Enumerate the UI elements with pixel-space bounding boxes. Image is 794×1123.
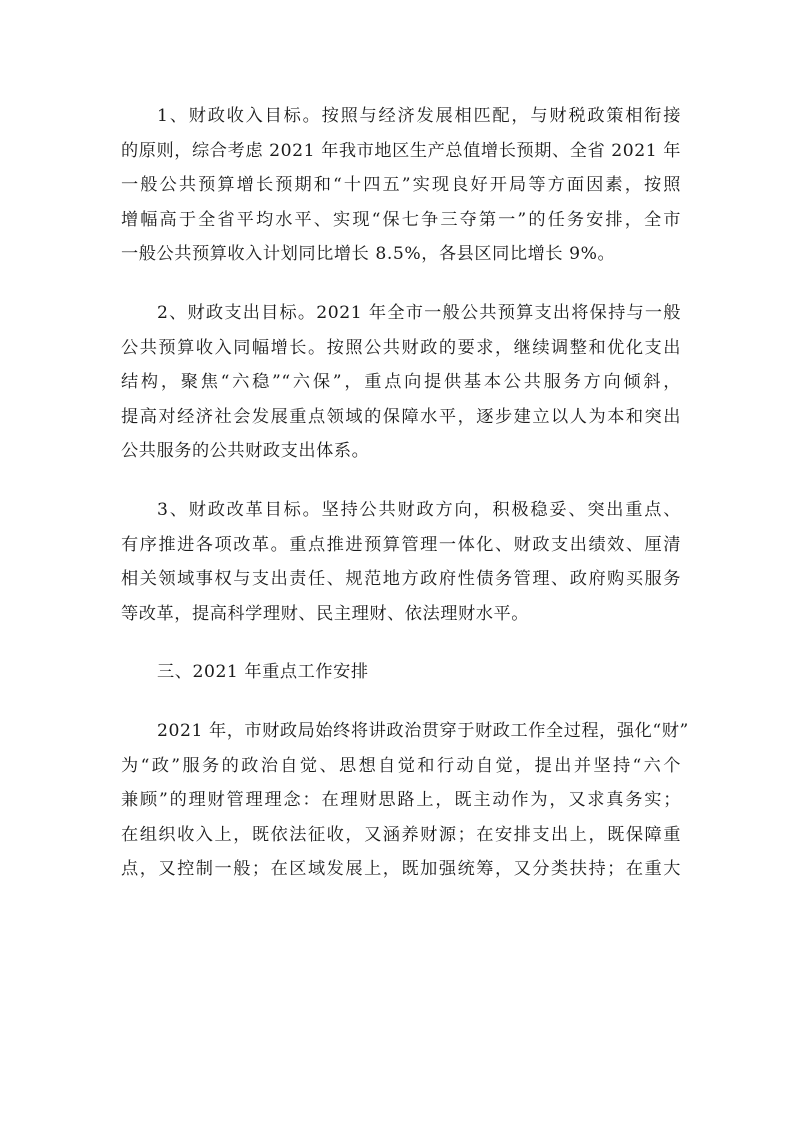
paragraph-revenue-target [121, 99, 681, 272]
text-line: 结构，聚焦“六稳”“六保”，重点向提供基本公共服务方向倾斜， [121, 372, 681, 393]
text-line: 公共服务的公共财政支出体系。 [121, 441, 370, 462]
text-line: 的原则，综合考虑 2021 年我市地区生产总值增长预期、全省 2021 年 [121, 140, 681, 161]
section-heading-text: 三、2021 年重点工作安排 [157, 662, 369, 683]
paragraph-spacer [121, 631, 681, 655]
text-line: 一般公共预算增长预期和“十四五”实现良好开局等方面因素，按照 [121, 175, 681, 196]
text-line: 2021 年，市财政局始终将讲政治贯穿于财政工作全过程，强化“财” [157, 720, 689, 741]
text-line: 1、财政收入目标。按照与经济发展相匹配，与财税政策相衔接 [157, 106, 681, 126]
text-line: 提高对经济社会发展重点领域的保障水平，逐步建立以人为本和突出 [121, 406, 681, 427]
paragraph-key-work [121, 714, 689, 887]
text-line: 等改革，提高科学理财、民主理财、依法理财水平。 [121, 603, 529, 624]
paragraph-expenditure-target [121, 296, 681, 469]
paragraph-spacer [121, 690, 681, 714]
document-body [121, 99, 689, 887]
text-line: 点，又控制一般；在区域发展上，既加强统筹，又分类扶持；在重大 [121, 859, 681, 880]
paragraph-spacer [121, 469, 681, 493]
section-heading [121, 655, 681, 690]
paragraph-reform-target [121, 493, 681, 631]
text-line: 为“政”服务的政治自觉、思想自觉和行动自觉，提出并坚持“六个 [121, 755, 681, 776]
text-line: 增幅高于全省平均水平、实现“保七争三夺第一”的任务安排，全市 [121, 209, 681, 230]
text-line: 在组织收入上，既依法征收，又涵养财源；在安排支出上，既保障重 [121, 824, 681, 845]
text-line: 公共预算收入同幅增长。按照公共财政的要求，继续调整和优化支出 [121, 337, 681, 358]
text-line: 相关领域事权与支出责任、规范地方政府性债务管理、政府购买服务 [121, 569, 681, 590]
text-line: 3、财政改革目标。坚持公共财政方向，积极稳妥、突出重点、 [157, 499, 681, 520]
text-line: 2、财政支出目标。2021 年全市一般公共预算支出将保持与一般 [157, 302, 681, 323]
paragraph-spacer [121, 272, 681, 296]
text-line: 有序推进各项改革。重点推进预算管理一体化、财政支出绩效、厘清 [121, 534, 681, 555]
text-line: 一般公共预算收入计划同比增长 8.5%，各县区同比增长 9%。 [121, 244, 616, 265]
text-line: 兼顾”的理财管理理念：在理财思路上，既主动作为，又求真务实； [121, 790, 681, 811]
